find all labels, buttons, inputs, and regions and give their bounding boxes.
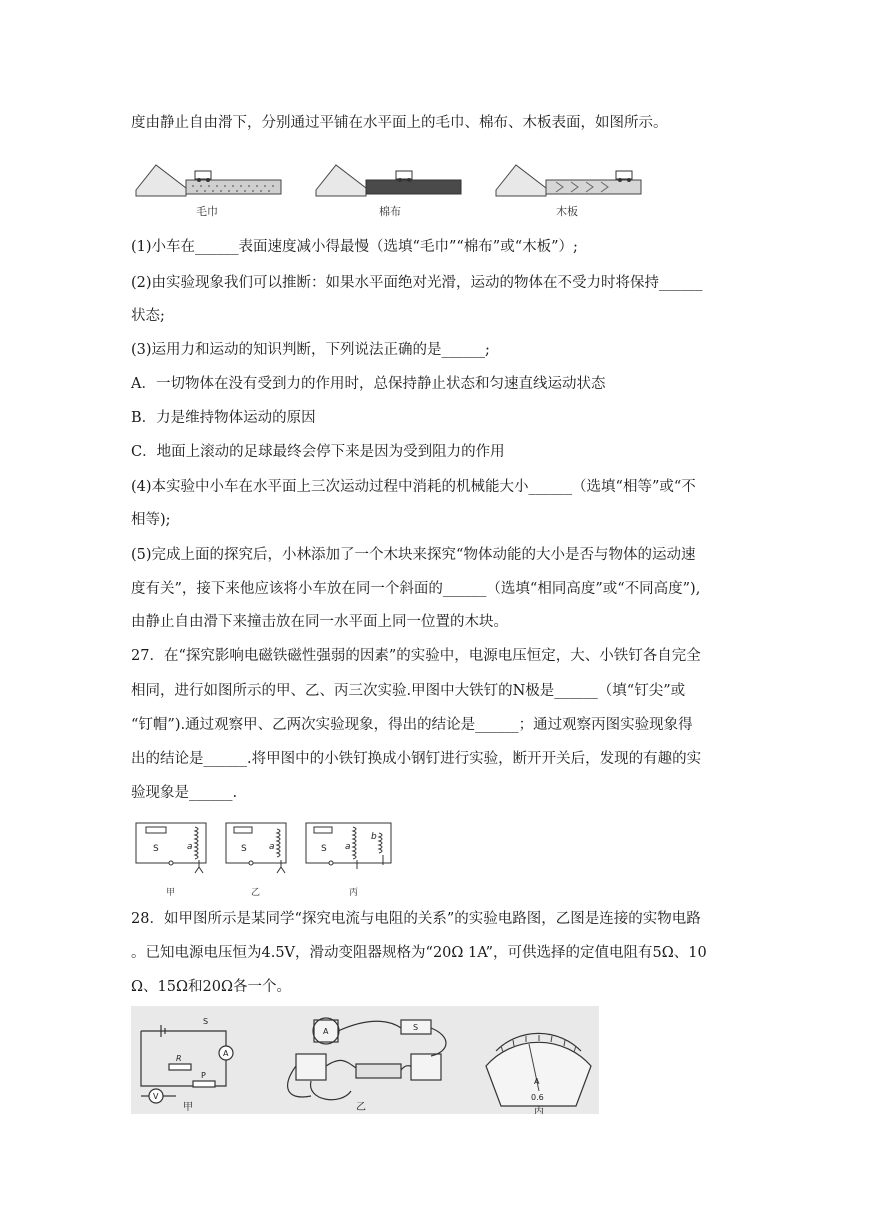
coil-label: b	[371, 832, 377, 842]
slider-label: P	[201, 1071, 206, 1080]
meter-ammeter-label: A	[534, 1077, 540, 1086]
text-line: 。已知电源电压恒为4.5V，滑动变阻器规格为“20Ω 1A”，可供选择的定值电阻有5Ω、10	[131, 945, 707, 961]
electromagnet-figure	[131, 815, 411, 900]
circuit-diagram	[131, 1006, 599, 1114]
text-line: B．力是维持物体运动的原因	[131, 410, 316, 426]
resistor-label: R	[176, 1054, 182, 1063]
text-line: 验现象是______.	[131, 785, 238, 801]
ramp-wood	[496, 165, 641, 196]
ramp-cotton	[316, 165, 461, 196]
text-line: (2)由实验现象我们可以推断：如果水平面绝对光滑，运动的物体在不受力时将保持______	[131, 275, 703, 291]
electromagnet-diagram	[131, 815, 411, 885]
text-line: 度有关”，接下来他应该将小车放在同一个斜面的______（选填“相同高度”或“不同高度”),	[131, 581, 701, 597]
text-line: 相等);	[131, 512, 171, 528]
coil-label: a	[345, 842, 351, 852]
coil-label: a	[187, 842, 193, 852]
voltmeter-label: V	[153, 1092, 159, 1101]
text-line: (1)小车在______表面速度减小得最慢（选填“毛巾”“棉布”或“木板”）;	[131, 239, 578, 255]
caption-yi: 乙	[356, 1102, 366, 1113]
text-line: (4)本实验中小车在水平面上三次运动过程中消耗的机械能大小______（选填“相等”或“不	[131, 479, 696, 495]
caption-wood: 木板	[556, 205, 578, 218]
ammeter-label: A	[323, 1027, 329, 1036]
meter-reading: 0.6	[531, 1093, 544, 1102]
caption-jia: 甲	[166, 888, 176, 898]
text-line: Ω、15Ω和20Ω各一个。	[131, 979, 291, 995]
text-line: 度由静止自由滑下，分别通过平铺在水平面上的毛巾、棉布、木板表面，如图所示。	[131, 115, 668, 131]
text-line: 27．在“探究影响电磁铁磁性强弱的因素”的实验中，电源电压恒定，大、小铁钉各自完全	[131, 648, 701, 664]
circuit-figure	[131, 1006, 599, 1114]
ramp-towel	[136, 165, 281, 196]
ramp-surfaces-figure	[131, 160, 651, 220]
text-line: C．地面上滚动的足球最终会停下来是因为受到阻力的作用	[131, 444, 505, 460]
coil-label: a	[269, 842, 275, 852]
text-line: 状态;	[131, 308, 165, 324]
switch-label: S	[153, 844, 159, 854]
text-line: (3)运用力和运动的知识判断，下列说法正确的是______;	[131, 342, 490, 358]
text-line: (5)完成上面的探究后，小林添加了一个木块来探究“物体动能的大小是否与物体的运动速	[131, 547, 696, 563]
caption-jia: 甲	[183, 1102, 193, 1113]
text-line: 相同，进行如图所示的甲、乙、丙三次实验.甲图中大铁钉的N极是______（填“钉尖”或	[131, 683, 686, 699]
switch-label: S	[413, 1023, 419, 1032]
caption-bing: 丙	[349, 888, 359, 898]
ammeter-label: A	[223, 1049, 229, 1058]
text-line: 出的结论是______.将甲图中的小铁钉换成小钢钉进行实验，断开开关后，发现的有趣的实	[131, 751, 702, 767]
text-line: “钉帽”).通过观察甲、乙两次实验现象，得出的结论是______；通过观察丙图实验现象得	[131, 717, 693, 733]
switch-label: S	[321, 844, 327, 854]
switch-label: S	[203, 1017, 209, 1026]
caption-yi: 乙	[251, 888, 261, 898]
caption-towel: 毛巾	[196, 205, 218, 218]
text-line: 28．如甲图所示是某同学“探究电流与电阻的关系”的实验电路图，乙图是连接的实物电路	[131, 911, 701, 927]
caption-bing: 丙	[534, 1106, 544, 1114]
text-line: 由静止自由滑下来撞击放在同一水平面上同一位置的木块。	[131, 614, 508, 630]
switch-label: S	[241, 844, 247, 854]
caption-cotton: 棉布	[379, 205, 401, 218]
text-line: A．一切物体在没有受到力的作用时，总保持静止状态和匀速直线运动状态	[131, 376, 606, 392]
